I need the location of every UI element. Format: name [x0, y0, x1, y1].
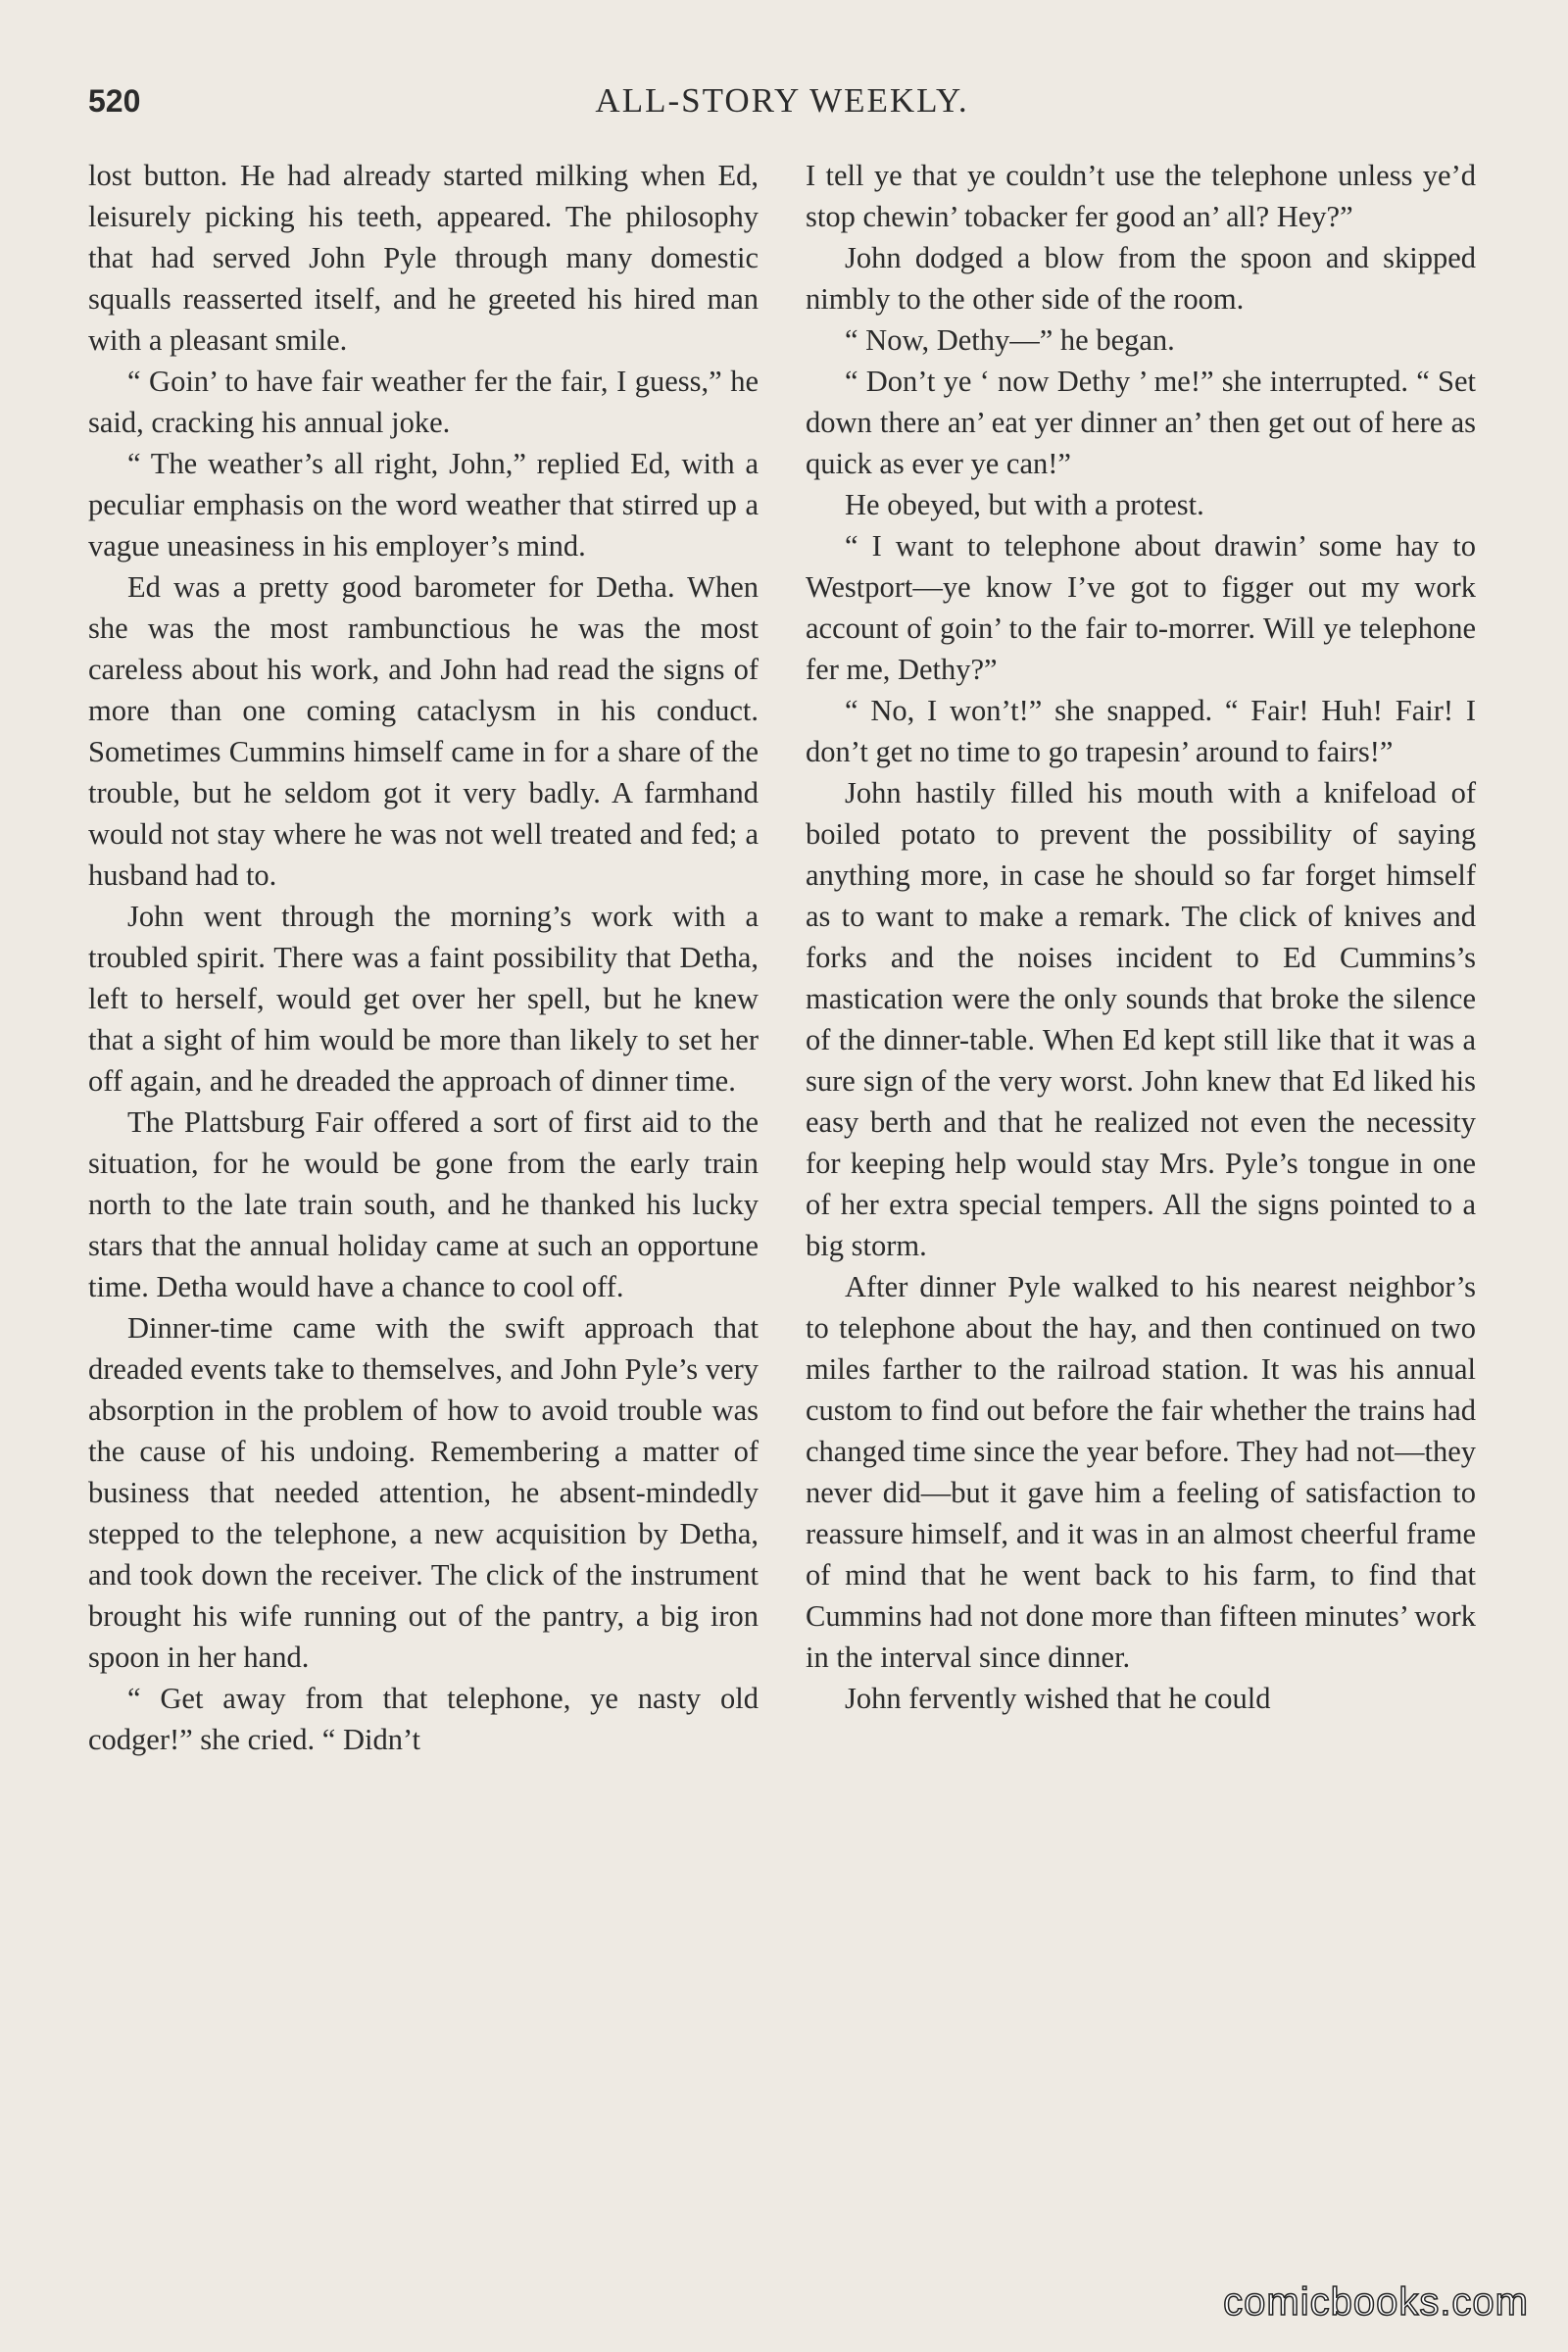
paragraph: He obeyed, but with a protest.	[845, 488, 1204, 521]
page-header	[88, 76, 1476, 125]
site-watermark: comicbooks.com	[1223, 2280, 1529, 2324]
page-number: 520	[88, 83, 141, 119]
running-head: ALL-STORY WEEKLY.	[595, 81, 969, 120]
paragraph: John dodged a blow from the spoon and skipped nimbly to the other side of the room.	[806, 241, 1476, 316]
paragraph: John hastily filled his mouth with a knifeload of boiled potato to prevent the possibility of saying anything more, in case he should so far forget himself as to want to make a remark. The click of knives and forks and the noises incident to Ed Cummins’s mastication were the only sounds that broke the silence of the dinner-table. When Ed kept still like that it was a sure sign of the very worst. John knew that Ed liked his easy berth and that he realized not even the necessity for keeping help would stay Mrs. Pyle’s tongue in one of her extra special tempers. All the signs pointed to a big storm.	[806, 776, 1476, 1262]
paragraph: The Plattsburg Fair offered a sort of first aid to the situation, for he would be gone from the early train north to the late train south, and he thanked his lucky stars that the annual holiday came at such an opportune time. Detha would have a chance to cool off.	[88, 1105, 759, 1303]
paragraph: John fervently wished that he could	[845, 1682, 1271, 1715]
left-column	[88, 155, 759, 2252]
paragraph: “ Now, Dethy—” he began.	[845, 323, 1175, 357]
paragraph: “ Goin’ to have fair weather fer the fair, I guess,” he said, cracking his annual joke.	[88, 365, 759, 439]
paragraph: “ Get away from that telephone, ye nasty old codger!” she cried. “ Didn’t	[88, 1682, 759, 1756]
right-column	[806, 155, 1476, 2252]
paragraph: Ed was a pretty good barometer for Detha. When she was the most rambunctious he was the most careless about his work, and John had read the signs of more than one coming cataclysm in his conduct. Sometimes Cummins himself came in for a share of the trouble, but he seldom got it very badly. A farmhand would not stay where he was not well treated and fed; a husband had to.	[88, 570, 759, 892]
paragraph: John went through the morning’s work with a troubled spirit. There was a faint possibility that Detha, left to herself, would get over her spell, but he knew that a sight of him would be more than likely to set her off again, and he dreaded the approach of dinner time.	[88, 900, 759, 1098]
paragraph: “ The weather’s all right, John,” replied Ed, with a peculiar emphasis on the word weather that stirred up a vague uneasiness in his employer’s mind.	[88, 447, 759, 563]
paragraph: I tell ye that ye couldn’t use the telephone unless ye’d stop chewin’ tobacker fer good an’ all? Hey?”	[806, 159, 1476, 233]
article-body	[88, 155, 1476, 2252]
paragraph: “ I want to telephone about drawin’ some hay to Westport—ye know I’ve got to figger out my work account of goin’ to the fair to-morrer. Will ye telephone fer me, Dethy?”	[806, 529, 1476, 686]
paragraph: “ Don’t ye ‘ now Dethy ’ me!” she interrupted. “ Set down there an’ eat yer dinner an’ then get out of here as quick as ever ye can!”	[806, 365, 1476, 480]
paragraph: “ No, I won’t!” she snapped. “ Fair! Huh! Fair! I don’t get no time to go trapesin’ around to fairs!”	[806, 694, 1476, 768]
paragraph: Dinner-time came with the swift approach that dreaded events take to themselves, and John Pyle’s very absorption in the problem of how to avoid trouble was the cause of his undoing. Remembering a matter of business that needed attention, he absent-mindedly stepped to the telephone, a new acquisition by Detha, and took down the receiver. The click of the instrument brought his wife running out of the pantry, a big iron spoon in her hand.	[88, 1311, 759, 1674]
paragraph: lost button. He had already started milking when Ed, leisurely picking his teeth, appeared. The philosophy that had served John Pyle through many domestic squalls reasserted itself, and he greeted his hired man with a pleasant smile.	[88, 159, 759, 357]
paragraph: After dinner Pyle walked to his nearest neighbor’s to telephone about the hay, and then continued on two miles farther to the railroad station. It was his annual custom to find out before the fair whether the trains had changed time since the year before. They had not—they never did—but it gave him a feeling of satisfaction to reassure himself, and it was in an almost cheerful frame of mind that he went back to his farm, to find that Cummins had not done more than fifteen minutes’ work in the interval since dinner.	[806, 1270, 1476, 1674]
